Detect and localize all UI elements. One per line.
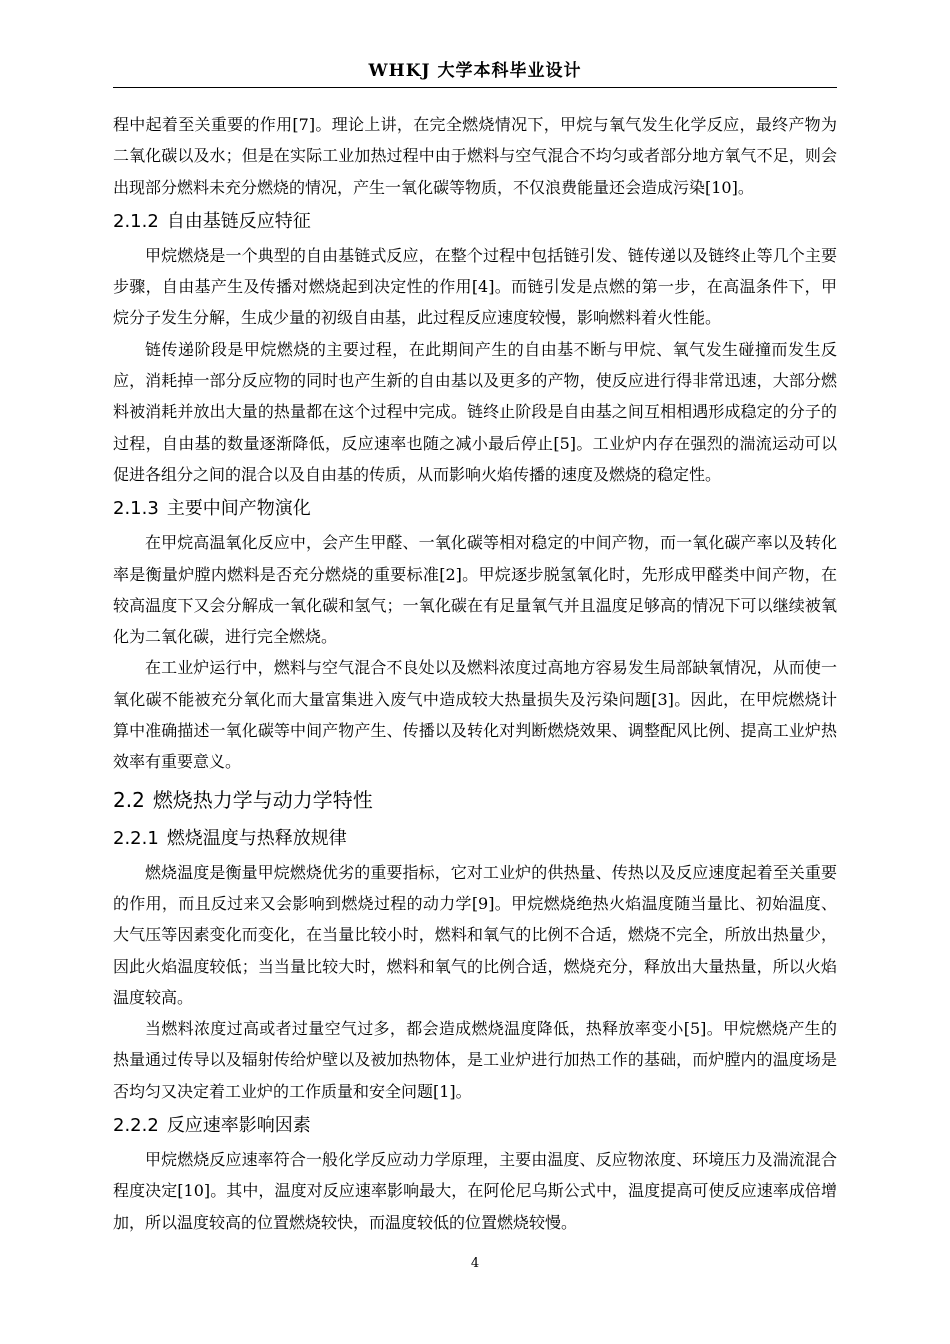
paragraph: 燃烧温度是衡量甲烷燃烧优劣的重要指标，它对工业炉的供热量、传热以及反应速度起着至关重要的作用，而且反过来又会影响到燃烧过程的动力学[9]。甲烷燃烧绝热火焰温度随当量比、初始温度、大气压等因素变化而变化，在当量比较小时，燃料和氧气的比例不合适，燃烧不完全，所放出热量少，因此火焰温度较低；当当量比较大时，燃料和氧气的比例合适，燃烧充分，释放出大量热量，所以火焰温度较高。 (113, 862, 837, 1007)
heading-number: 2.1.2 (113, 210, 159, 232)
paragraph: 链传递阶段是甲烷燃烧的主要过程，在此期间产生的自由基不断与甲烷、氧气发生碰撞而发生反应，消耗掉一部分反应物的同时也产生新的自由基以及更多的产物，使反应进行得非常迅速，大部分燃料被消耗并放出大量的热量都在这个过程中完成。链终止阶段是自由基之间互相相遇形成稳定的分子的过程，自由基的数量逐渐降低，反应速率也随之减小最后停止[5]。工业炉内存在强烈的湍流运动可以促进各组分之间的混合以及自由基的传质，从而影响火焰传播的速度及燃烧的稳定性。 (113, 339, 837, 484)
subsection-heading-2-1-2 (113, 203, 837, 240)
heading-title: 燃烧温度与热释放规律 (166, 827, 347, 849)
heading-number: 2.2.2 (113, 1115, 159, 1137)
heading-title: 燃烧热力学与动力学特性 (152, 787, 373, 812)
heading-title: 主要中间产物演化 (166, 498, 311, 520)
paragraph: 程中起着至关重要的作用[7]。理论上讲，在完全燃烧情况下，甲烷与氧气发生化学反应，最终产物为二氧化碳以及水；但是在实际工业加热过程中由于燃料与空气混合不均匀或者部分地方氧气不足，则会出现部分燃料未充分燃烧的情况，产生一氧化碳等物质，不仅浪费能量还会造成污染[10]。 (113, 115, 837, 197)
paragraph: 在工业炉运行中，燃料与空气混合不良处以及燃料浓度过高地方容易发生局部缺氧情况，从而使一氧化碳不能被充分氧化而大量富集进入废气中造成较大热量损失及污染问题[3]。因此，在甲烷燃烧计算中准确描述一氧化碳等中间产物产生、传播以及转化对判断燃烧效果、调整配风比例、提高工业炉热效率有重要意义。 (113, 658, 837, 772)
subsection-heading-2-1-3 (113, 490, 837, 527)
subsection-heading-2-2-1 (113, 820, 837, 857)
document-body (113, 109, 837, 1238)
section-heading-2-2 (113, 780, 837, 820)
paragraph: 当燃料浓度过高或者过量空气过多，都会造成燃烧温度降低，热释放率变小[5]。甲烷燃烧产生的热量通过传导以及辐射传给炉壁以及被加热物体，是工业炉进行加热工作的基础，而炉膛内的温度场是否均匀又决定着工业炉的工作质量和安全问题[1]。 (113, 1019, 837, 1101)
paragraph: 在甲烷高温氧化反应中，会产生甲醛、一氧化碳等相对稳定的中间产物，而一氧化碳产率以及转化率是衡量炉膛内燃料是否充分燃烧的重要标准[2]。甲烷逐步脱氢氧化时，先形成甲醛类中间产物，在较高温度下又会分解成一氧化碳和氢气；一氧化碳在有足量氧气并且温度足够高的情况下可以继续被氧化为二氧化碳，进行完全燃烧。 (113, 533, 837, 647)
subsection-heading-2-2-2 (113, 1107, 837, 1144)
heading-title: 自由基链反应特征 (166, 210, 311, 232)
page-number: 4 (470, 1256, 480, 1271)
paragraph: 甲烷燃烧反应速率符合一般化学反应动力学原理，主要由温度、反应物浓度、环境压力及湍流混合程度决定[10]。其中，温度对反应速率影响最大，在阿伦尼乌斯公式中，温度提高可使反应速率成倍增加，所以温度较高的位置燃烧较快，而温度较低的位置燃烧较慢。 (113, 1150, 837, 1232)
heading-number: 2.2.1 (113, 827, 159, 849)
page-header: WHKJ 大学本科毕业设计 (113, 57, 837, 88)
heading-number: 2.1.3 (113, 498, 159, 520)
heading-title: 反应速率影响因素 (166, 1115, 311, 1137)
heading-number: 2.2 (113, 787, 145, 812)
paragraph: 甲烷燃烧是一个典型的自由基链式反应，在整个过程中包括链引发、链传递以及链终止等几个主要步骤，自由基产生及传播对燃烧起到决定性的作用[4]。而链引发是点燃的第一步，在高温条件下，甲烷分子发生分解，生成少量的初级自由基，此过程反应速度较慢，影响燃料着火性能。 (113, 245, 837, 328)
